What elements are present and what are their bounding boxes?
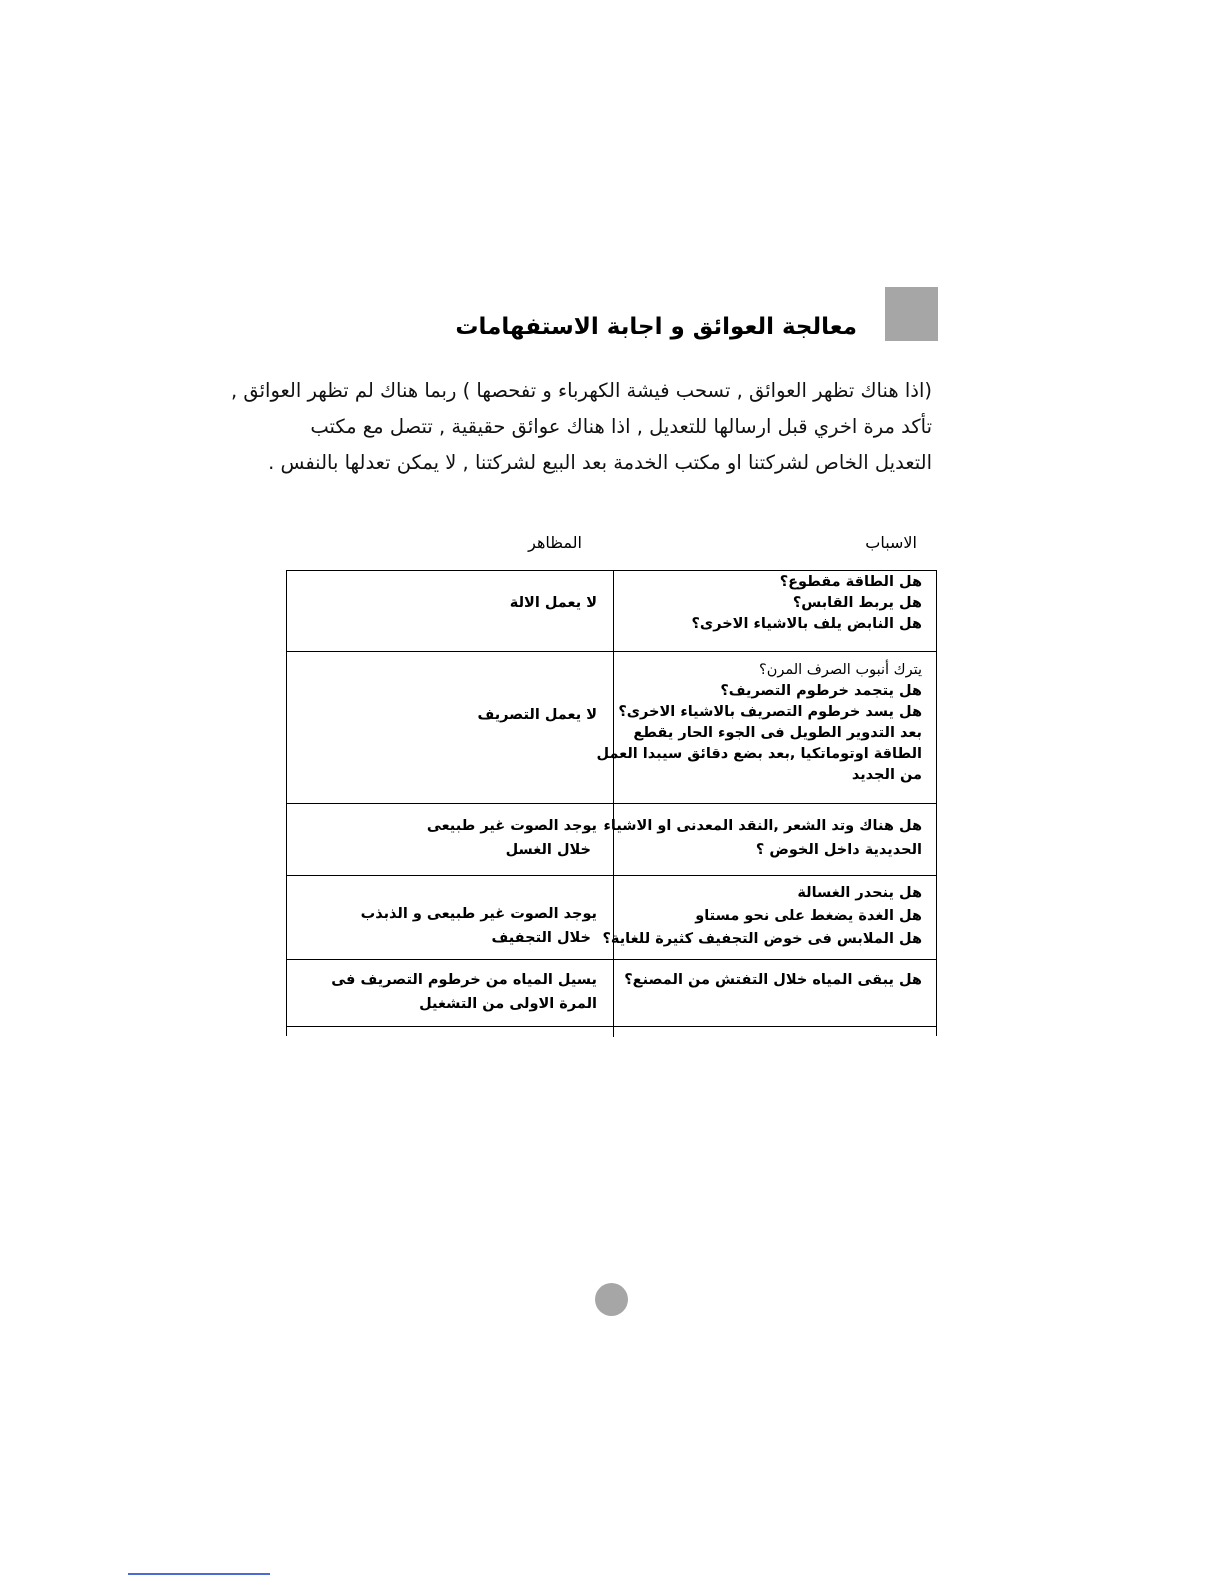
troubleshooting-table xyxy=(286,570,937,1036)
intro-line: التعديل الخاص لشركتنا او مكتب الخدمة بعد البيع لشركتنا , لا يمكن تعدلها بالنفس . xyxy=(268,451,932,474)
table-bottom-border xyxy=(287,1026,936,1027)
cause-line: هل يسد خرطوم التصريف بالاشياء الاخرى؟ xyxy=(618,704,922,720)
symptom-cell xyxy=(307,902,597,950)
cause-line: هل الملابس فى خوض التجفيف كثيرة للغاية؟ xyxy=(602,931,922,947)
header-symptoms: المظاهر xyxy=(528,533,582,552)
symptom-cell xyxy=(307,968,597,1016)
symptom-line: خلال الغسل xyxy=(505,842,591,858)
symptom-line: لا يعمل التصريف xyxy=(477,707,597,723)
cause-cell xyxy=(596,660,922,786)
intro-paragraph xyxy=(230,374,932,479)
cause-line: هل يبقى المياه خلال التفتش من المصنع؟ xyxy=(624,972,922,988)
table-row xyxy=(287,804,936,876)
symptom-line: يسيل المياه من خرطوم التصريف فى xyxy=(331,972,597,988)
symptom-cell xyxy=(307,703,597,727)
cause-cell xyxy=(626,968,922,992)
cause-line: الطاقة اوتوماتكيا ,بعد بضع دقائق سيبدا العمل xyxy=(596,746,922,762)
cause-line: هل يربط القابس؟ xyxy=(792,595,922,611)
cause-cell xyxy=(602,882,922,951)
table-row xyxy=(287,876,936,960)
cause-line: هل الطاقة مقطوع؟ xyxy=(779,574,922,590)
symptom-cell xyxy=(307,814,597,862)
symptom-line: خلال التجفيف xyxy=(491,930,591,946)
cause-line: الحديدية داخل الخوض ؟ xyxy=(755,842,922,858)
table-column-headers xyxy=(287,528,937,558)
cause-line: من الجديد xyxy=(851,767,922,783)
footer-link-underline xyxy=(128,1573,270,1575)
cause-line: هل هناك وتد الشعر ,النقد المعدنى او الاشياء xyxy=(603,818,922,834)
table-row xyxy=(287,652,936,804)
intro-line: تأكد مرة اخري قبل ارسالها للتعديل , اذا هناك عوائق حقيقية , تتصل مع مكتب xyxy=(310,415,932,438)
section-marker-block xyxy=(885,287,938,341)
cause-line: هل يتجمد خرطوم التصريف؟ xyxy=(720,683,922,699)
symptom-line: يوجد الصوت غير طبيعى و الذبذب xyxy=(360,906,597,922)
cause-line: هل النابض يلف بالاشياء الاخرى؟ xyxy=(691,616,922,632)
cause-line: هل ينحدر الغسالة xyxy=(797,885,922,901)
symptom-line: يوجد الصوت غير طبيعى xyxy=(426,818,597,834)
symptom-line: المرة الاولى من التشغيل xyxy=(419,996,597,1012)
symptom-cell xyxy=(307,591,597,615)
cause-cell xyxy=(626,572,922,635)
header-causes: الاسباب xyxy=(865,533,917,552)
page-number-marker xyxy=(595,1283,628,1316)
table-row xyxy=(287,960,936,1026)
cause-line: يترك أنبوب الصرف المرن؟ xyxy=(759,662,922,678)
intro-line: (اذا هناك تظهر العوائق , تسحب فيشة الكهرباء و تفحصها ) ربما هناك لم تظهر العوائق , xyxy=(230,379,932,402)
cause-cell xyxy=(603,814,922,862)
symptom-line: لا يعمل الالة xyxy=(509,595,597,611)
page-title: معالجة العوائق و اجابة الاستفهامات xyxy=(455,314,857,340)
cause-line: بعد التدوير الطويل فى الجوء الحار يقطع xyxy=(633,725,922,741)
table-row xyxy=(287,571,936,652)
cause-line: هل الغدة يضغط على نحو مستاو xyxy=(695,908,922,924)
